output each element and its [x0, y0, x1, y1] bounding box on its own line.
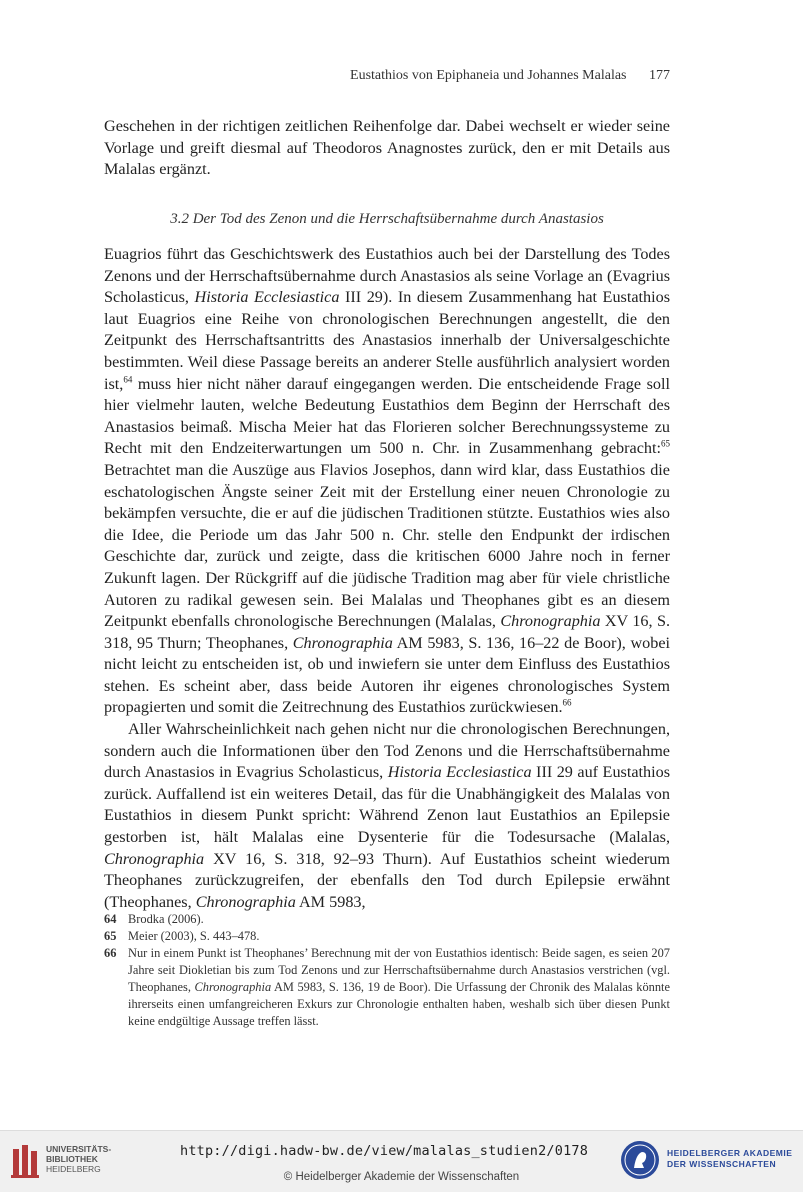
footnote-65: 65 Meier (2003), S. 443–478. [104, 929, 260, 943]
viewer-footer [0, 1130, 803, 1192]
university-library-name[interactable]: UNIVERSITÄTS- BIBLIOTHEK HEIDELBERG [46, 1144, 112, 1174]
footnote-ref-65[interactable]: 65 [661, 438, 670, 449]
paragraph-1: Geschehen in der richtigen zeitlichen Reihenfolge dar. Dabei wechselt er wieder seine Vorlage und greift diesmal auf Theodoros Anagnostes zurück, den er mit Details aus Malalas ergänzt. [104, 117, 670, 179]
footnote-66: 66 Nur in einem Punkt ist Theophanes’ Berechnung mit der von Eustathios identisch: Beide sagen, es seien 207 Jahre seit Diokletian bis zum Tod Zenons und zur Herrschaftsübernahme durch Anastasios verstrichen (vgl. Theophanes, Chronographia AM 5983, S. 136, 19 de Boor). Die Urfassung der Chronik des Malalas könnte ihrerseits einen umfangreicheren Exkurs zur Chronologie enthalten haben, weshalb sich über diesen Punkt keine endgültige Aussage treffen lässt. [104, 946, 670, 1028]
academy-seal-icon[interactable] [620, 1140, 660, 1180]
copyright-notice: © Heidelberger Akademie der Wissenschaften [283, 1171, 520, 1183]
footnote-ref-64[interactable]: 64 [123, 374, 133, 385]
running-title: Eustathios von Epiphaneia und Johannes Malalas [350, 68, 627, 83]
footnote-ref-66[interactable]: 66 [562, 698, 572, 709]
paragraph-3: Aller Wahrscheinlichkeit nach gehen nicht nur die chronologischen Berechnungen, sondern auch die Informationen über den Tod Zenons und die Herrschaftsübernahme durch Anastasios in Evagrius Scholasticus, Historia Ecclesiastica III 29 auf Eustathios zurück. Auffallend ist ein weiteres Detail, das für die Unabhängigkeit des Malalas von Eustathios in diesem Punkt spricht: Während Zenon laut Eustathios an Epilepsie gestorben ist, hält Malalas eine Dysenterie für die Todesursache (Malalas, Chronographia XV 16, S. 318, 92–93 Thurn). Auf Eustathios scheint wiederum Theophanes zurückzugreifen, der ebenfalls den Tod durch Epilepsie erwähnt (Theophanes, Chronographia AM 5983, [104, 720, 671, 911]
academy-name[interactable]: HEIDELBERGER AKADEMIE DER WISSENSCHAFTEN [667, 1148, 793, 1169]
permalink-url[interactable]: http://digi.hadw-bw.de/view/malalas_studien2/0178 [180, 1143, 589, 1159]
running-header [104, 68, 670, 84]
footnote-64: 64 Brodka (2006). [104, 912, 204, 926]
footnotes [104, 911, 670, 1030]
paragraph-2: Euagrios führt das Geschichtswerk des Eustathios auch bei der Darstellung des Todes Zenons und der Herrschaftsübernahme durch Anastasios als seine Vorlage an (Evagrius Scholasticus, Historia Ecclesiastica III 29). In diesem Zusammenhang hat Eustathios laut Euagrios eine Reihe von chronologischen Berechnungen angestellt, die den Zeitpunkt des Herrschaftsantritts des Anastasios innerhalb der Universalgeschichte bestimmten. Weil diese Passage bereits an anderer Stelle ausführlich analysiert worden ist,$^{64}$ muss hier nicht näher darauf eingegangen werden. Die entscheidende Frage soll hier vielmehr lauten, welche Bedeutung Eustathios dem Beginn der Herrschaft des Anastasios beimaß. Mischa Meier hat das Florieren solcher Berechnungssysteme zu Recht mit den Endzeiterwartungen um 500 n. Chr. in Zusammenhang gebracht:$^{65}$ Betrachtet man die Auszüge aus Flavios Josephos, dann wird klar, dass Eustathios die eschatologischen Ängste seiner Zeit mit der Erstellung einer neuen Chronologie zu bekämpfen versuchte, die er auf die jüdischen Traditionen stützte. Eustathios wies also die Idee, die Periode um das Jahr 500 n. Chr. stelle den Endpunkt der irdischen Geschichte dar, zurück und zeigte, dass die kritischen 6000 Jahre noch in ferner Zukunft lagen. Der Rückgriff auf die jüdische Tradition mag aber für viele christliche Autoren zu radikal gewesen sein. Bei Malalas und Theophanes gibt es an diesem Zeitpunkt ebenfalls chronologische Berechnungen (Malalas, Chronographia XV 16, S. 318, 95 Thurn; Theophanes, Chronographia AM 5983, S. 136, 16–22 de Boor), wobei nicht leicht zu entscheiden ist, ob und inwiefern sie unter dem Einfluss des Eustathios stehen. Es scheint aber, dass beide Autoren ihr eigenes chronologisches System propagierten und somit die Zeitrechnung des Eustathios zurückwiesen.$^{66}$ [104, 245, 671, 717]
section-heading: 3.2 Der Tod des Zenon und die Herrschaftsübernahme durch Anastasios [170, 211, 604, 227]
page-number: 177 [649, 68, 670, 83]
body-text [104, 244, 670, 913]
